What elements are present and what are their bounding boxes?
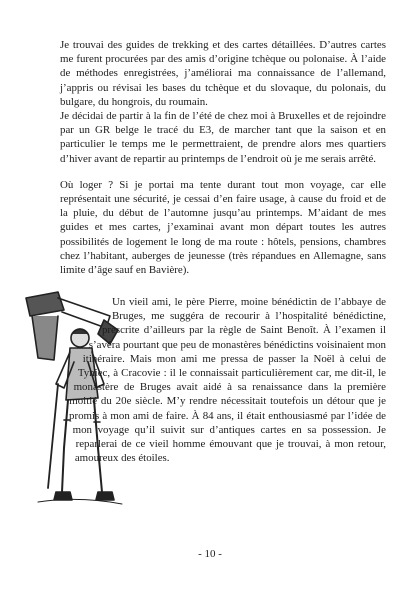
text-block-top bbox=[60, 38, 386, 277]
paragraph-1: Je trouvai des guides de trekking et des cartes détaillées. D’autres cartes me furent procurées par des amis d’origine tchèque ou polonaise. À l’aide de méthodes enregistrées, j’améliorai ma connaissance de l’allemand, j’appris ou révisai les bases du tchèque et du slovaque, du polonais, du bulgare, du hongrois, du roumain. bbox=[60, 39, 386, 108]
paragraph-3: Où loger ? Si je portai ma tente durant tout mon voyage, car elle représentait une sécurité, je cessai d’en faire usage, à cause du froid et de la pluie, du début de l’automne jusqu’au printemps. M’aidant de mes guides et mes cartes, j’examinai avant mon départ toutes les autres possibilités de logement le long de ma route : hôtels, pensions, chambres chez l’habitant, auberges de jeunesse (très répandues en Allemagne, sans limite d’âge sauf en Bavière). bbox=[60, 178, 386, 277]
paragraph-2: Je décidai de partir à la fin de l’été de chez moi à Bruxelles et de rejoindre par un GR belge le tracé du E3, de marcher tant que la saison et en particulier le temps me le permettraient, de prendre alors mes quartiers d’hiver avant de repartir au printemps de l’endroit où je me serais arrêté. bbox=[60, 110, 386, 165]
text-block-wrapped bbox=[60, 295, 386, 500]
paragraph-4: Un vieil ami, le père Pierre, moine bénédictin de l’abbaye de Bruges, me suggéra de recourir à l’hospitalité bénédictine, prescrite d’ailleurs par la règle de Saint Benoît. À l’examen il s’avéra pourtant que peu de monastères bénédictins voisinaient mon itinéraire. Mais mon ami me pressa de passer la Noël à celui de Tyniec, à Cracovie : il le connaissait particulièrement car, me dit-il, le monastère de Bruges avait aidé à sa renaissance dans la première moitié du 20e siècle. M’y rendre nécessitait toutefois un détour que je promis à mon ami de faire. À 84 ans, il était enthousiasmé par l’idée de mon voyage qu’il suivit sur d’antiques cartes en sa possession. Je reparlerai de ce vieil homme émouvant que je trouvai, à mon retour, amoureux des étoiles. bbox=[69, 296, 386, 465]
page-number: - 10 - bbox=[198, 548, 222, 560]
